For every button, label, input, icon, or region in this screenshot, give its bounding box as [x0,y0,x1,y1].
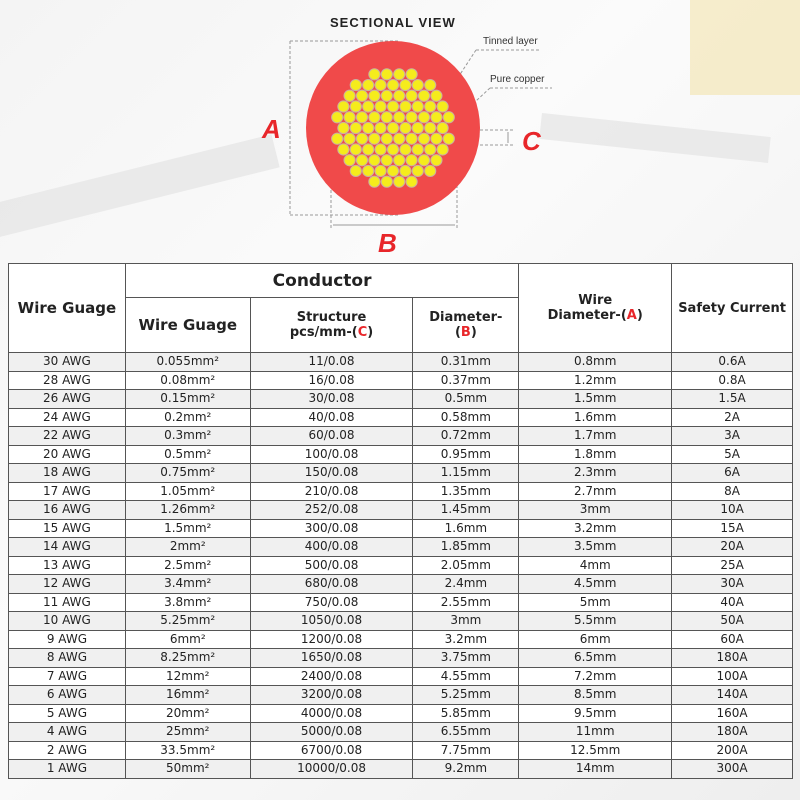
cell-structure: 252/0.08 [250,501,413,520]
cell-awg: 7 AWG [9,667,126,686]
cell-conductor-diameter: 3mm [413,612,519,631]
strand [437,144,448,155]
cell-wire-diameter: 9.5mm [519,704,672,723]
cell-structure: 150/0.08 [250,464,413,483]
strand [394,176,405,187]
cell-awg: 6 AWG [9,686,126,705]
strand [332,133,343,144]
strand [375,122,386,133]
cell-safety-current: 1.5A [672,390,793,409]
strand [381,176,392,187]
cell-structure: 40/0.08 [250,408,413,427]
cell-awg: 18 AWG [9,464,126,483]
cell-awg: 14 AWG [9,538,126,557]
strand [338,101,349,112]
strand [344,112,355,123]
cell-wire-diameter: 12.5mm [519,741,672,760]
cell-conductor-diameter: 2.05mm [413,556,519,575]
cell-wire-diameter: 6mm [519,630,672,649]
cell-wire-diameter: 0.8mm [519,353,672,372]
strand [387,144,398,155]
strand [381,112,392,123]
cell-safety-current: 60A [672,630,793,649]
strand [418,112,429,123]
cell-conductor-diameter: 5.85mm [413,704,519,723]
cell-safety-current: 30A [672,575,793,594]
header-wire-diameter: Wire Diameter-(A) [519,264,672,353]
table-row [9,445,793,464]
cell-wire-diameter: 1.8mm [519,445,672,464]
strand [394,133,405,144]
strand [431,155,442,166]
cell-structure: 400/0.08 [250,538,413,557]
strand [356,155,367,166]
cell-wire-diameter: 2.3mm [519,464,672,483]
strand [394,112,405,123]
strand [406,90,417,101]
cell-wire-diameter: 2.7mm [519,482,672,501]
strand [406,155,417,166]
strand [412,101,423,112]
strand [425,144,436,155]
header-safety-current: Safety Current [672,264,793,353]
strand [406,176,417,187]
header-wire-gauge: Wire Guage [9,264,126,353]
strand [332,112,343,123]
cell-structure: 60/0.08 [250,427,413,446]
cell-safety-current: 50A [672,612,793,631]
cell-safety-current: 8A [672,482,793,501]
table-row [9,723,793,742]
cell-area: 2mm² [125,538,250,557]
cell-area: 25mm² [125,723,250,742]
strand [381,69,392,80]
label-c: C [522,126,541,156]
strand [431,133,442,144]
strand [443,133,454,144]
table-row [9,667,793,686]
strand [350,79,361,90]
table-row [9,686,793,705]
cell-structure: 1050/0.08 [250,612,413,631]
cell-wire-diameter: 3.2mm [519,519,672,538]
cell-conductor-diameter: 9.2mm [413,760,519,779]
table-row [9,612,793,631]
table-row [9,408,793,427]
strand [412,165,423,176]
strand [363,144,374,155]
strand [437,101,448,112]
cell-area: 0.75mm² [125,464,250,483]
cell-safety-current: 2A [672,408,793,427]
strand [400,122,411,133]
cell-area: 1.5mm² [125,519,250,538]
cell-wire-diameter: 1.6mm [519,408,672,427]
table-row [9,760,793,779]
strand [394,90,405,101]
cell-conductor-diameter: 1.45mm [413,501,519,520]
cell-area: 20mm² [125,704,250,723]
table-row [9,741,793,760]
table-row [9,427,793,446]
strand [425,79,436,90]
strand [425,165,436,176]
cell-safety-current: 20A [672,538,793,557]
cell-safety-current: 5A [672,445,793,464]
strand [394,69,405,80]
cell-wire-diameter: 1.7mm [519,427,672,446]
cell-awg: 15 AWG [9,519,126,538]
strand [350,101,361,112]
strand [344,90,355,101]
strand [381,90,392,101]
cell-area: 0.5mm² [125,445,250,464]
cell-awg: 11 AWG [9,593,126,612]
cell-structure: 10000/0.08 [250,760,413,779]
sectional-view-diagram [0,0,800,262]
table-row [9,501,793,520]
table-row [9,353,793,372]
strand [356,112,367,123]
cell-wire-diameter: 6.5mm [519,649,672,668]
cell-conductor-diameter: 4.55mm [413,667,519,686]
cell-safety-current: 0.8A [672,371,793,390]
table-row [9,482,793,501]
header-conductor-gauge: Wire Guage [125,298,250,353]
tinned-layer-label: Tinned layer [483,36,538,47]
cell-wire-diameter: 4.5mm [519,575,672,594]
strand [363,122,374,133]
cell-awg: 28 AWG [9,371,126,390]
table-row [9,649,793,668]
cell-wire-diameter: 8.5mm [519,686,672,705]
table-row [9,556,793,575]
cell-conductor-diameter: 1.85mm [413,538,519,557]
strand [363,79,374,90]
cell-wire-diameter: 14mm [519,760,672,779]
strand [387,101,398,112]
cell-safety-current: 200A [672,741,793,760]
cell-structure: 6700/0.08 [250,741,413,760]
strand [418,133,429,144]
strand [369,155,380,166]
strand [412,144,423,155]
strand [375,79,386,90]
table-row [9,371,793,390]
strand [363,165,374,176]
cell-area: 3.4mm² [125,575,250,594]
cell-area: 8.25mm² [125,649,250,668]
strand [369,112,380,123]
strand [400,165,411,176]
cell-structure: 4000/0.08 [250,704,413,723]
cell-structure: 1200/0.08 [250,630,413,649]
strand [406,69,417,80]
strand [406,112,417,123]
strand [412,79,423,90]
strand [356,133,367,144]
strand [394,155,405,166]
cell-conductor-diameter: 0.31mm [413,353,519,372]
strand [350,144,361,155]
cell-conductor-diameter: 1.35mm [413,482,519,501]
cell-structure: 3200/0.08 [250,686,413,705]
strand [431,90,442,101]
table-row [9,593,793,612]
strand [375,101,386,112]
strand [344,133,355,144]
cell-structure: 16/0.08 [250,371,413,390]
cell-structure: 210/0.08 [250,482,413,501]
cell-awg: 4 AWG [9,723,126,742]
cell-safety-current: 180A [672,723,793,742]
pure-copper-label: Pure copper [490,74,545,85]
cell-wire-diameter: 4mm [519,556,672,575]
header-conductor: Conductor [125,264,518,298]
cell-safety-current: 140A [672,686,793,705]
strand [369,176,380,187]
cell-safety-current: 10A [672,501,793,520]
cell-wire-diameter: 1.5mm [519,390,672,409]
cell-awg: 22 AWG [9,427,126,446]
cell-awg: 17 AWG [9,482,126,501]
table-row [9,630,793,649]
cell-conductor-diameter: 0.72mm [413,427,519,446]
cell-conductor-diameter: 2.55mm [413,593,519,612]
cell-area: 0.15mm² [125,390,250,409]
copper-strands [332,69,455,188]
cell-awg: 8 AWG [9,649,126,668]
cell-area: 0.08mm² [125,371,250,390]
cell-safety-current: 25A [672,556,793,575]
strand [431,112,442,123]
table-row [9,538,793,557]
cell-structure: 2400/0.08 [250,667,413,686]
strand [344,155,355,166]
diagram-title: SECTIONAL VIEW [330,15,456,30]
strand [406,133,417,144]
cell-area: 50mm² [125,760,250,779]
cell-area: 3.8mm² [125,593,250,612]
strand [375,144,386,155]
strand [400,144,411,155]
cell-conductor-diameter: 0.5mm [413,390,519,409]
cell-area: 12mm² [125,667,250,686]
cell-wire-diameter: 5.5mm [519,612,672,631]
cell-structure: 300/0.08 [250,519,413,538]
cell-safety-current: 3A [672,427,793,446]
cell-safety-current: 180A [672,649,793,668]
strand [369,133,380,144]
strand [412,122,423,133]
strand [338,144,349,155]
cell-area: 0.2mm² [125,408,250,427]
strand [369,69,380,80]
table-row [9,519,793,538]
cell-awg: 30 AWG [9,353,126,372]
cell-safety-current: 0.6A [672,353,793,372]
strand [443,112,454,123]
cell-awg: 12 AWG [9,575,126,594]
header-diameter: Diameter- (B) [413,298,519,353]
cell-area: 1.26mm² [125,501,250,520]
cell-safety-current: 100A [672,667,793,686]
cell-area: 33.5mm² [125,741,250,760]
cell-awg: 26 AWG [9,390,126,409]
cell-awg: 16 AWG [9,501,126,520]
strand [400,101,411,112]
cell-area: 2.5mm² [125,556,250,575]
strand [381,155,392,166]
cell-safety-current: 6A [672,464,793,483]
cell-area: 5.25mm² [125,612,250,631]
strand [418,90,429,101]
cell-conductor-diameter: 0.37mm [413,371,519,390]
cell-awg: 2 AWG [9,741,126,760]
cell-conductor-diameter: 3.2mm [413,630,519,649]
cell-structure: 1650/0.08 [250,649,413,668]
cell-awg: 24 AWG [9,408,126,427]
label-b: B [378,228,397,258]
cell-conductor-diameter: 0.95mm [413,445,519,464]
table-row [9,575,793,594]
cell-structure: 100/0.08 [250,445,413,464]
header-structure: Structure pcs/mm-(C) [250,298,413,353]
strand [418,155,429,166]
wire-gauge-table [8,263,793,779]
cell-awg: 9 AWG [9,630,126,649]
strand [425,122,436,133]
cell-conductor-diameter: 6.55mm [413,723,519,742]
cell-structure: 11/0.08 [250,353,413,372]
cell-structure: 680/0.08 [250,575,413,594]
cell-conductor-diameter: 3.75mm [413,649,519,668]
cell-area: 16mm² [125,686,250,705]
cell-conductor-diameter: 2.4mm [413,575,519,594]
strand [369,90,380,101]
strand [437,122,448,133]
strand [425,101,436,112]
cell-awg: 13 AWG [9,556,126,575]
cell-safety-current: 15A [672,519,793,538]
cell-wire-diameter: 1.2mm [519,371,672,390]
cell-safety-current: 160A [672,704,793,723]
cell-awg: 1 AWG [9,760,126,779]
cell-wire-diameter: 3.5mm [519,538,672,557]
cell-area: 0.3mm² [125,427,250,446]
cell-structure: 500/0.08 [250,556,413,575]
cell-wire-diameter: 5mm [519,593,672,612]
strand [350,122,361,133]
cell-awg: 10 AWG [9,612,126,631]
cell-conductor-diameter: 7.75mm [413,741,519,760]
table-row [9,464,793,483]
strand [363,101,374,112]
cell-wire-diameter: 7.2mm [519,667,672,686]
strand [381,133,392,144]
cell-wire-diameter: 3mm [519,501,672,520]
cell-conductor-diameter: 1.6mm [413,519,519,538]
strand [375,165,386,176]
label-a: A [262,114,281,144]
strand [387,122,398,133]
cable-cross-section [0,0,800,262]
cell-structure: 30/0.08 [250,390,413,409]
cell-conductor-diameter: 1.15mm [413,464,519,483]
cell-area: 0.055mm² [125,353,250,372]
cell-structure: 5000/0.08 [250,723,413,742]
strand [400,79,411,90]
cell-awg: 20 AWG [9,445,126,464]
strand [356,90,367,101]
cell-safety-current: 300A [672,760,793,779]
cell-area: 6mm² [125,630,250,649]
strand [350,165,361,176]
strand [338,122,349,133]
strand [387,79,398,90]
table-row [9,704,793,723]
cell-conductor-diameter: 5.25mm [413,686,519,705]
cell-structure: 750/0.08 [250,593,413,612]
strand [387,165,398,176]
table-row [9,390,793,409]
cell-area: 1.05mm² [125,482,250,501]
cell-safety-current: 40A [672,593,793,612]
cell-wire-diameter: 11mm [519,723,672,742]
cell-awg: 5 AWG [9,704,126,723]
cell-conductor-diameter: 0.58mm [413,408,519,427]
